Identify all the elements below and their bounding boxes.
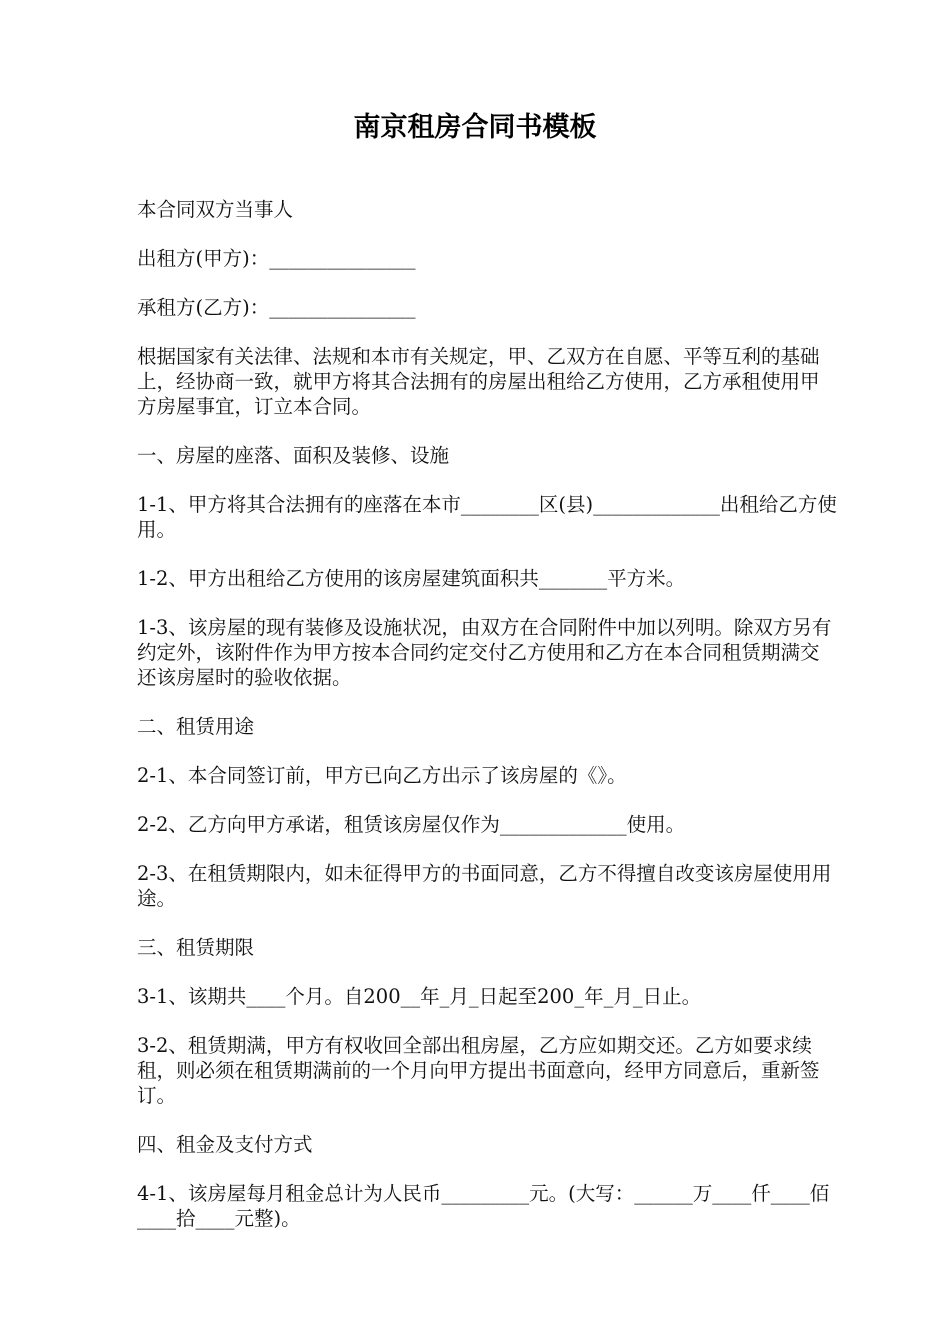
clause-1-3: 1-3、该房屋的现有装修及设施状况，由双方在合同附件中加以列明。除双方另有约定外，该附件作为甲方按本合同约定交付乙方使用和乙方在本合同租赁期满交还该房屋时的验收依据。 — [137, 616, 832, 689]
paragraph-preamble: 根据国家有关法律、法规和本市有关规定，甲、乙双方在自愿、平等互利的基础上，经协商一致，就甲方将其合法拥有的房屋出租给乙方使用，乙方承租使用甲方房屋事宜，订立本合同。 — [137, 345, 820, 418]
clause-1-2: 1-2、甲方出租给乙方使用的该房屋建筑面积共_______平方米。 — [137, 567, 686, 590]
clause-1-1: 1-1、甲方将其合法拥有的座落在本市________区(县)_____________出租给乙方使用。 — [137, 493, 837, 541]
paragraph-lessor: 出租方(甲方)：_______________ — [137, 247, 416, 270]
section-heading-3: 三、租赁期限 — [137, 936, 255, 959]
paragraph-lessee: 承租方(乙方)：_______________ — [137, 296, 416, 319]
section-heading-2: 二、租赁用途 — [137, 715, 255, 738]
clause-3-1: 3-1、该期共____个月。自200__年_月_日起至200_年_月_日止。 — [137, 985, 702, 1008]
clause-4-1: 4-1、该房屋每月租金总计为人民币_________元。(大写：______万____仟____佰____拾____元整)。 — [137, 1182, 830, 1230]
clause-2-2: 2-2、乙方向甲方承诺，租赁该房屋仅作为_____________使用。 — [137, 813, 686, 836]
clause-2-3: 2-3、在租赁期限内，如未征得甲方的书面同意，乙方不得擅自改变该房屋使用用途。 — [137, 862, 832, 910]
section-heading-1: 一、房屋的座落、面积及装修、设施 — [137, 444, 450, 467]
clause-2-1: 2-1、本合同签订前，甲方已向乙方出示了该房屋的《》。 — [137, 764, 627, 787]
section-heading-4: 四、租金及支付方式 — [137, 1133, 313, 1156]
document-title: 南京租房合同书模板 — [353, 112, 597, 143]
paragraph-parties-intro: 本合同双方当事人 — [137, 198, 294, 221]
document-body — [137, 197, 837, 1255]
clause-3-2: 3-2、租赁期满，甲方有权收回全部出租房屋，乙方应如期交还。乙方如要求续租，则必须在租赁期满前的一个月向甲方提出书面意向，经甲方同意后，重新签订。 — [137, 1034, 820, 1107]
